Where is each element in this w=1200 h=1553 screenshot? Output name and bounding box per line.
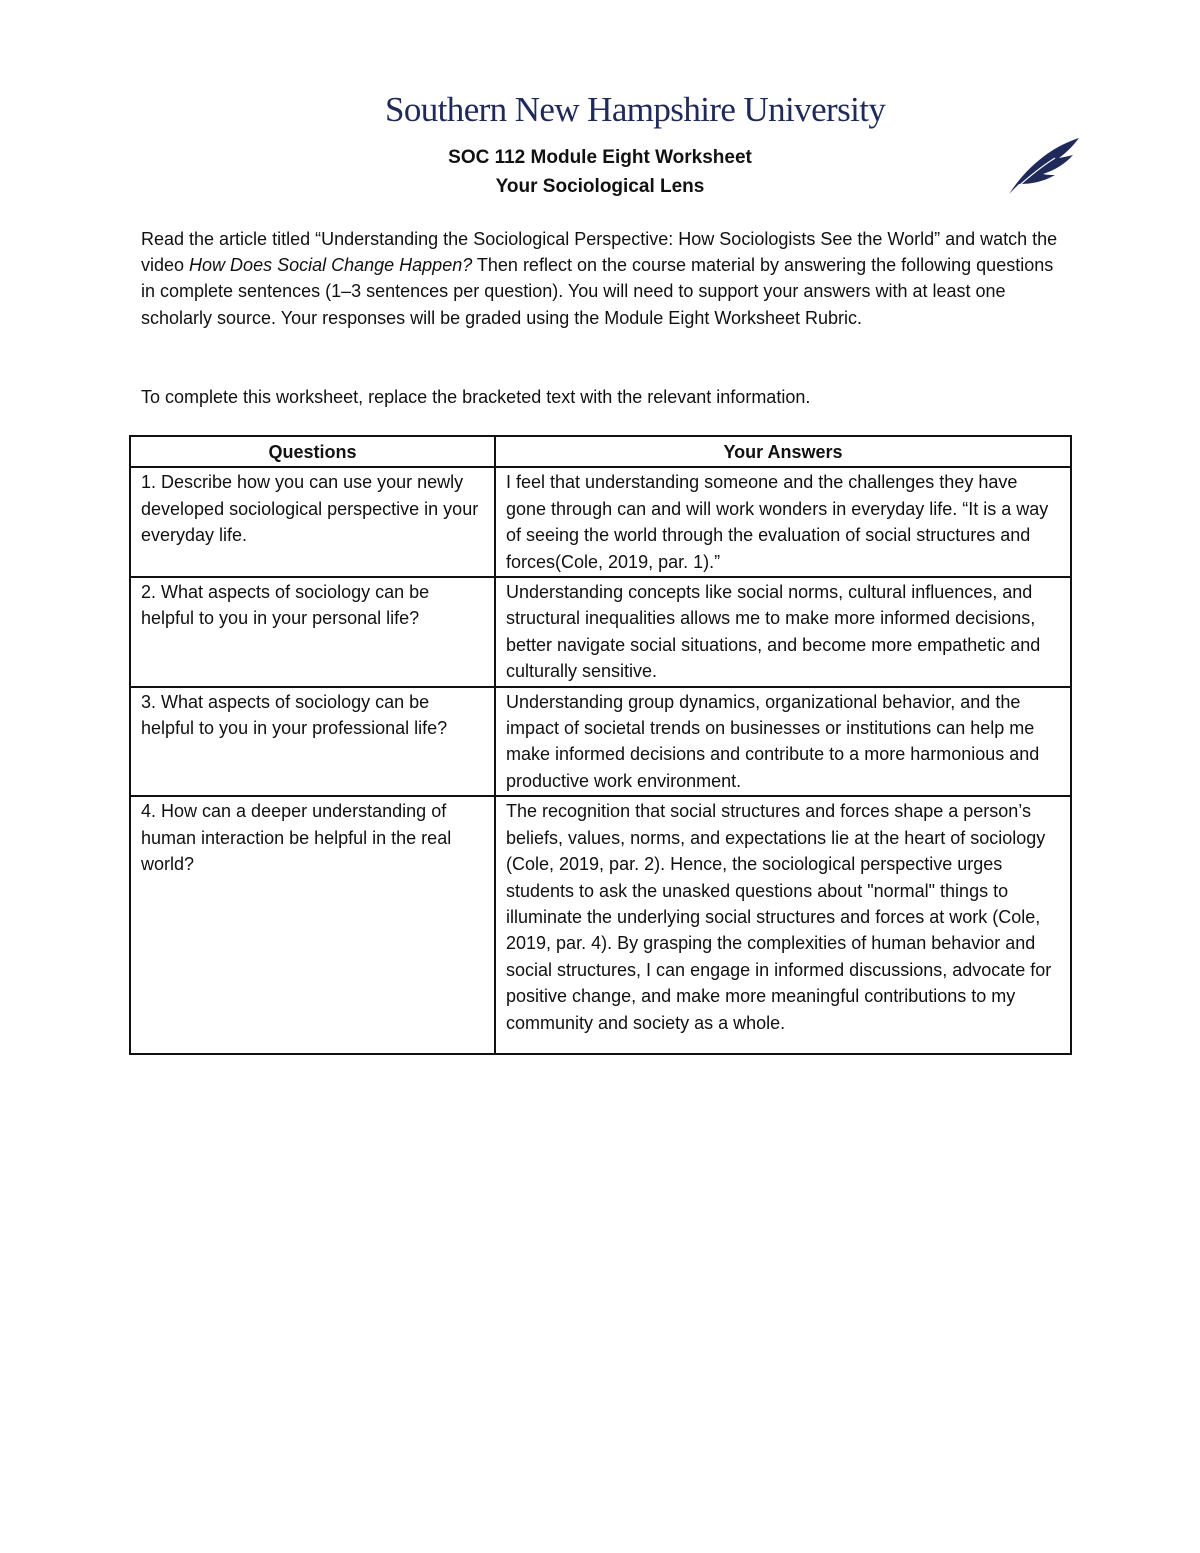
answer-cell[interactable]: Understanding group dynamics, organizational behavior, and the impact of societal trends on businesses or institutions can help me make informed decisions and contribute to a more harmonious and productive work environment.: [495, 687, 1071, 797]
questions-column-header: Questions: [130, 436, 495, 467]
university-logo: [385, 68, 886, 138]
table-row: [130, 687, 1071, 797]
question-cell: 1. Describe how you can use your newly developed sociological perspective in your everyday life.: [130, 467, 495, 577]
table-row: [130, 577, 1071, 687]
instructions-text-1: Read the article titled “Understanding the Sociological Perspective: How Sociologists See the World” and watch the video: [141, 229, 1058, 276]
instructions-text-2: Then reflect on the course material by answering the following questions in complete sentences (1–3 sentences per question). You will need to support your answers with at least one scholarly source. Your responses will be graded using the Module Eight Worksheet Rubric.: [141, 255, 1054, 328]
answers-column-header: Your Answers: [495, 436, 1071, 467]
page-title: SOC 112 Module Eight Worksheet: [448, 147, 752, 168]
questions-answers-table: [129, 435, 1072, 1055]
university-logo-text: Southern New Hampshire University: [385, 90, 886, 129]
answer-cell[interactable]: I feel that understanding someone and the challenges they have gone through can and will work wonders in everyday life. “It is a way of seeing the world through the evaluation of social structures and forces(Cole, 2019, par. 1).”: [495, 467, 1071, 577]
page-subtitle: Your Sociological Lens: [495, 176, 705, 197]
answer-cell[interactable]: The recognition that social structures and forces shape a person’s beliefs, values, norms, and expectations lie at the heart of sociology (Cole, 2019, par. 2). Hence, the sociological perspective urges students to ask the unasked questions about "normal" things to illuminate the underlying social structures and forces at work (Cole, 2019, par. 4). By grasping the complexities of human behavior and social structures, I can engage in informed discussions, advocate for positive change, and make more meaningful contributions to my community and society as a whole.: [495, 796, 1071, 1054]
table-row: [130, 467, 1071, 577]
question-cell: 2. What aspects of sociology can be helpful to you in your personal life?: [130, 577, 495, 687]
question-cell: 3. What aspects of sociology can be helpful to you in your professional life?: [130, 687, 495, 797]
instructions-paragraph: [141, 226, 1071, 331]
table-header-row: [130, 436, 1071, 467]
answer-cell[interactable]: Understanding concepts like social norms, cultural influences, and structural inequalities allows me to make more informed decisions, better navigate social situations, and become more empathetic and culturally sensitive.: [495, 577, 1071, 687]
question-cell: 4. How can a deeper understanding of human interaction be helpful in the real world?: [130, 796, 495, 1054]
completion-instructions: To complete this worksheet, replace the bracketed text with the relevant information.: [141, 387, 811, 407]
video-title: How Does Social Change Happen?: [189, 255, 473, 276]
table-row: [130, 796, 1071, 1054]
